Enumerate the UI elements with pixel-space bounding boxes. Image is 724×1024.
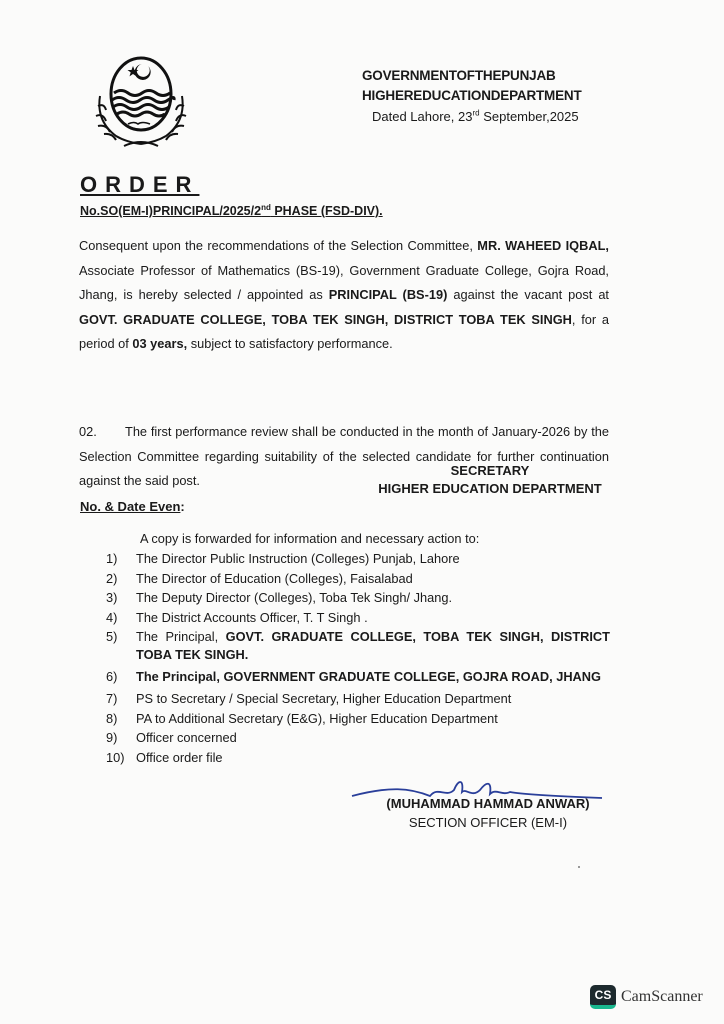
list-item	[106, 550, 610, 568]
ref-suffix: PHASE (FSD-DIV).	[270, 204, 383, 218]
item-text: The Director Public Instruction (Colleges) Punjab, Lahore	[136, 551, 460, 566]
list-item	[106, 710, 610, 728]
reference-number	[80, 204, 383, 218]
paragraph-number: 02.	[79, 424, 97, 439]
forward-text: A copy is forwarded for information and necessary action to:	[140, 531, 480, 546]
item-number: 4)	[106, 609, 118, 625]
header-line-government: GOVERNMENTOFTHEPUNJAB	[362, 68, 556, 83]
item-number: 2)	[106, 570, 118, 586]
item-text-bold: GOVT. GRADUATE COLLEGE, TOBA TEK SINGH, DISTRICT TOBA TEK SINGH.	[136, 629, 610, 662]
secretary-block	[370, 462, 610, 498]
item-text: PA to Additional Secretary (E&G), Higher Education Department	[136, 710, 498, 726]
college-name: GOVT. GRADUATE COLLEGE, TOBA TEK SINGH, DISTRICT TOBA TEK SINGH	[79, 311, 572, 327]
item-number: 1)	[106, 551, 118, 566]
text: subject to satisfactory performance.	[187, 336, 393, 351]
date-sup: rd	[472, 108, 480, 118]
list-item	[106, 609, 610, 627]
list-item	[106, 668, 610, 686]
order-paragraph-1	[79, 234, 609, 357]
item-text: The Director of Education (Colleges), Faisalabad	[136, 570, 413, 586]
item-number: 10)	[106, 749, 125, 765]
camscanner-brand: CamScanner	[621, 988, 703, 1005]
date-line	[372, 109, 579, 124]
item-number: 8)	[106, 710, 118, 726]
item-number: 5)	[106, 629, 118, 644]
no-date-even	[80, 499, 185, 514]
punjab-government-emblem	[88, 46, 194, 154]
text: , for a period of	[79, 311, 610, 351]
item-text	[136, 628, 610, 664]
item-text: The District Accounts Officer, T. T Singh .	[136, 609, 368, 625]
tenure: 03 years,	[132, 336, 188, 351]
camscanner-logo-icon: CS	[590, 985, 616, 1009]
list-item	[106, 690, 610, 708]
text: Associate Professor of Mathematics (BS-19), Government Graduate College, Gojra Road, Jhang, is hereby selected / appointed as	[79, 262, 609, 302]
text: Consequent upon the recommendations of the Selection Committee,	[79, 238, 478, 253]
list-item	[106, 589, 610, 607]
scan-speck	[578, 866, 580, 868]
ref-sup: nd	[261, 202, 271, 212]
date-suffix: September,2025	[479, 109, 579, 124]
order-title: ORDER	[80, 172, 200, 197]
item-text-bold: The Principal, GOVERNMENT GRADUATE COLLEGE, GOJRA ROAD, JHANG	[136, 669, 601, 684]
header-line-department: HIGHEREDUCATIONDEPARTMENT	[362, 88, 582, 103]
ref-prefix: No.SO(EM-I)PRINCIPAL/2025/2	[80, 204, 262, 218]
even-colon: :	[180, 499, 185, 514]
department-header	[362, 66, 622, 106]
signatory-name: (MUHAMMAD HAMMAD ANWAR)	[386, 796, 590, 811]
list-item	[106, 570, 610, 588]
item-text: PS to Secretary / Special Secretary, Higher Education Department	[136, 691, 512, 706]
item-number: 3)	[106, 590, 118, 605]
recipient-list	[106, 550, 610, 768]
item-text-plain: The Principal,	[136, 629, 226, 644]
camscanner-watermark	[590, 985, 703, 1009]
secretary-department: HIGHER EDUCATION DEPARTMENT	[378, 481, 602, 496]
item-text: The Deputy Director (Colleges), Toba Tek Singh/ Jhang.	[136, 590, 453, 605]
text: against the vacant post at	[447, 287, 609, 302]
list-item	[106, 628, 610, 664]
paragraph-text: The first performance review shall be conducted in the month of January-2026 by the Selection Committee regarding suitability of the selected candidate for further continuation against the said post.	[79, 424, 609, 488]
signatory-designation: SECTION OFFICER (EM-I)	[408, 815, 568, 830]
item-number: 6)	[106, 669, 118, 684]
list-item	[106, 729, 610, 747]
item-text: Office order file	[136, 749, 223, 765]
post-title: PRINCIPAL (BS-19)	[328, 287, 448, 302]
list-item	[106, 749, 610, 767]
item-text: Officer concerned	[136, 730, 237, 745]
candidate-name: MR. WAHEED IQBAL,	[477, 238, 609, 253]
item-number: 9)	[106, 730, 118, 745]
item-number: 7)	[106, 691, 118, 706]
secretary-title: SECRETARY	[450, 463, 530, 478]
even-label: No. & Date Even	[80, 499, 181, 514]
date-prefix: Dated Lahore, 23	[372, 109, 473, 124]
